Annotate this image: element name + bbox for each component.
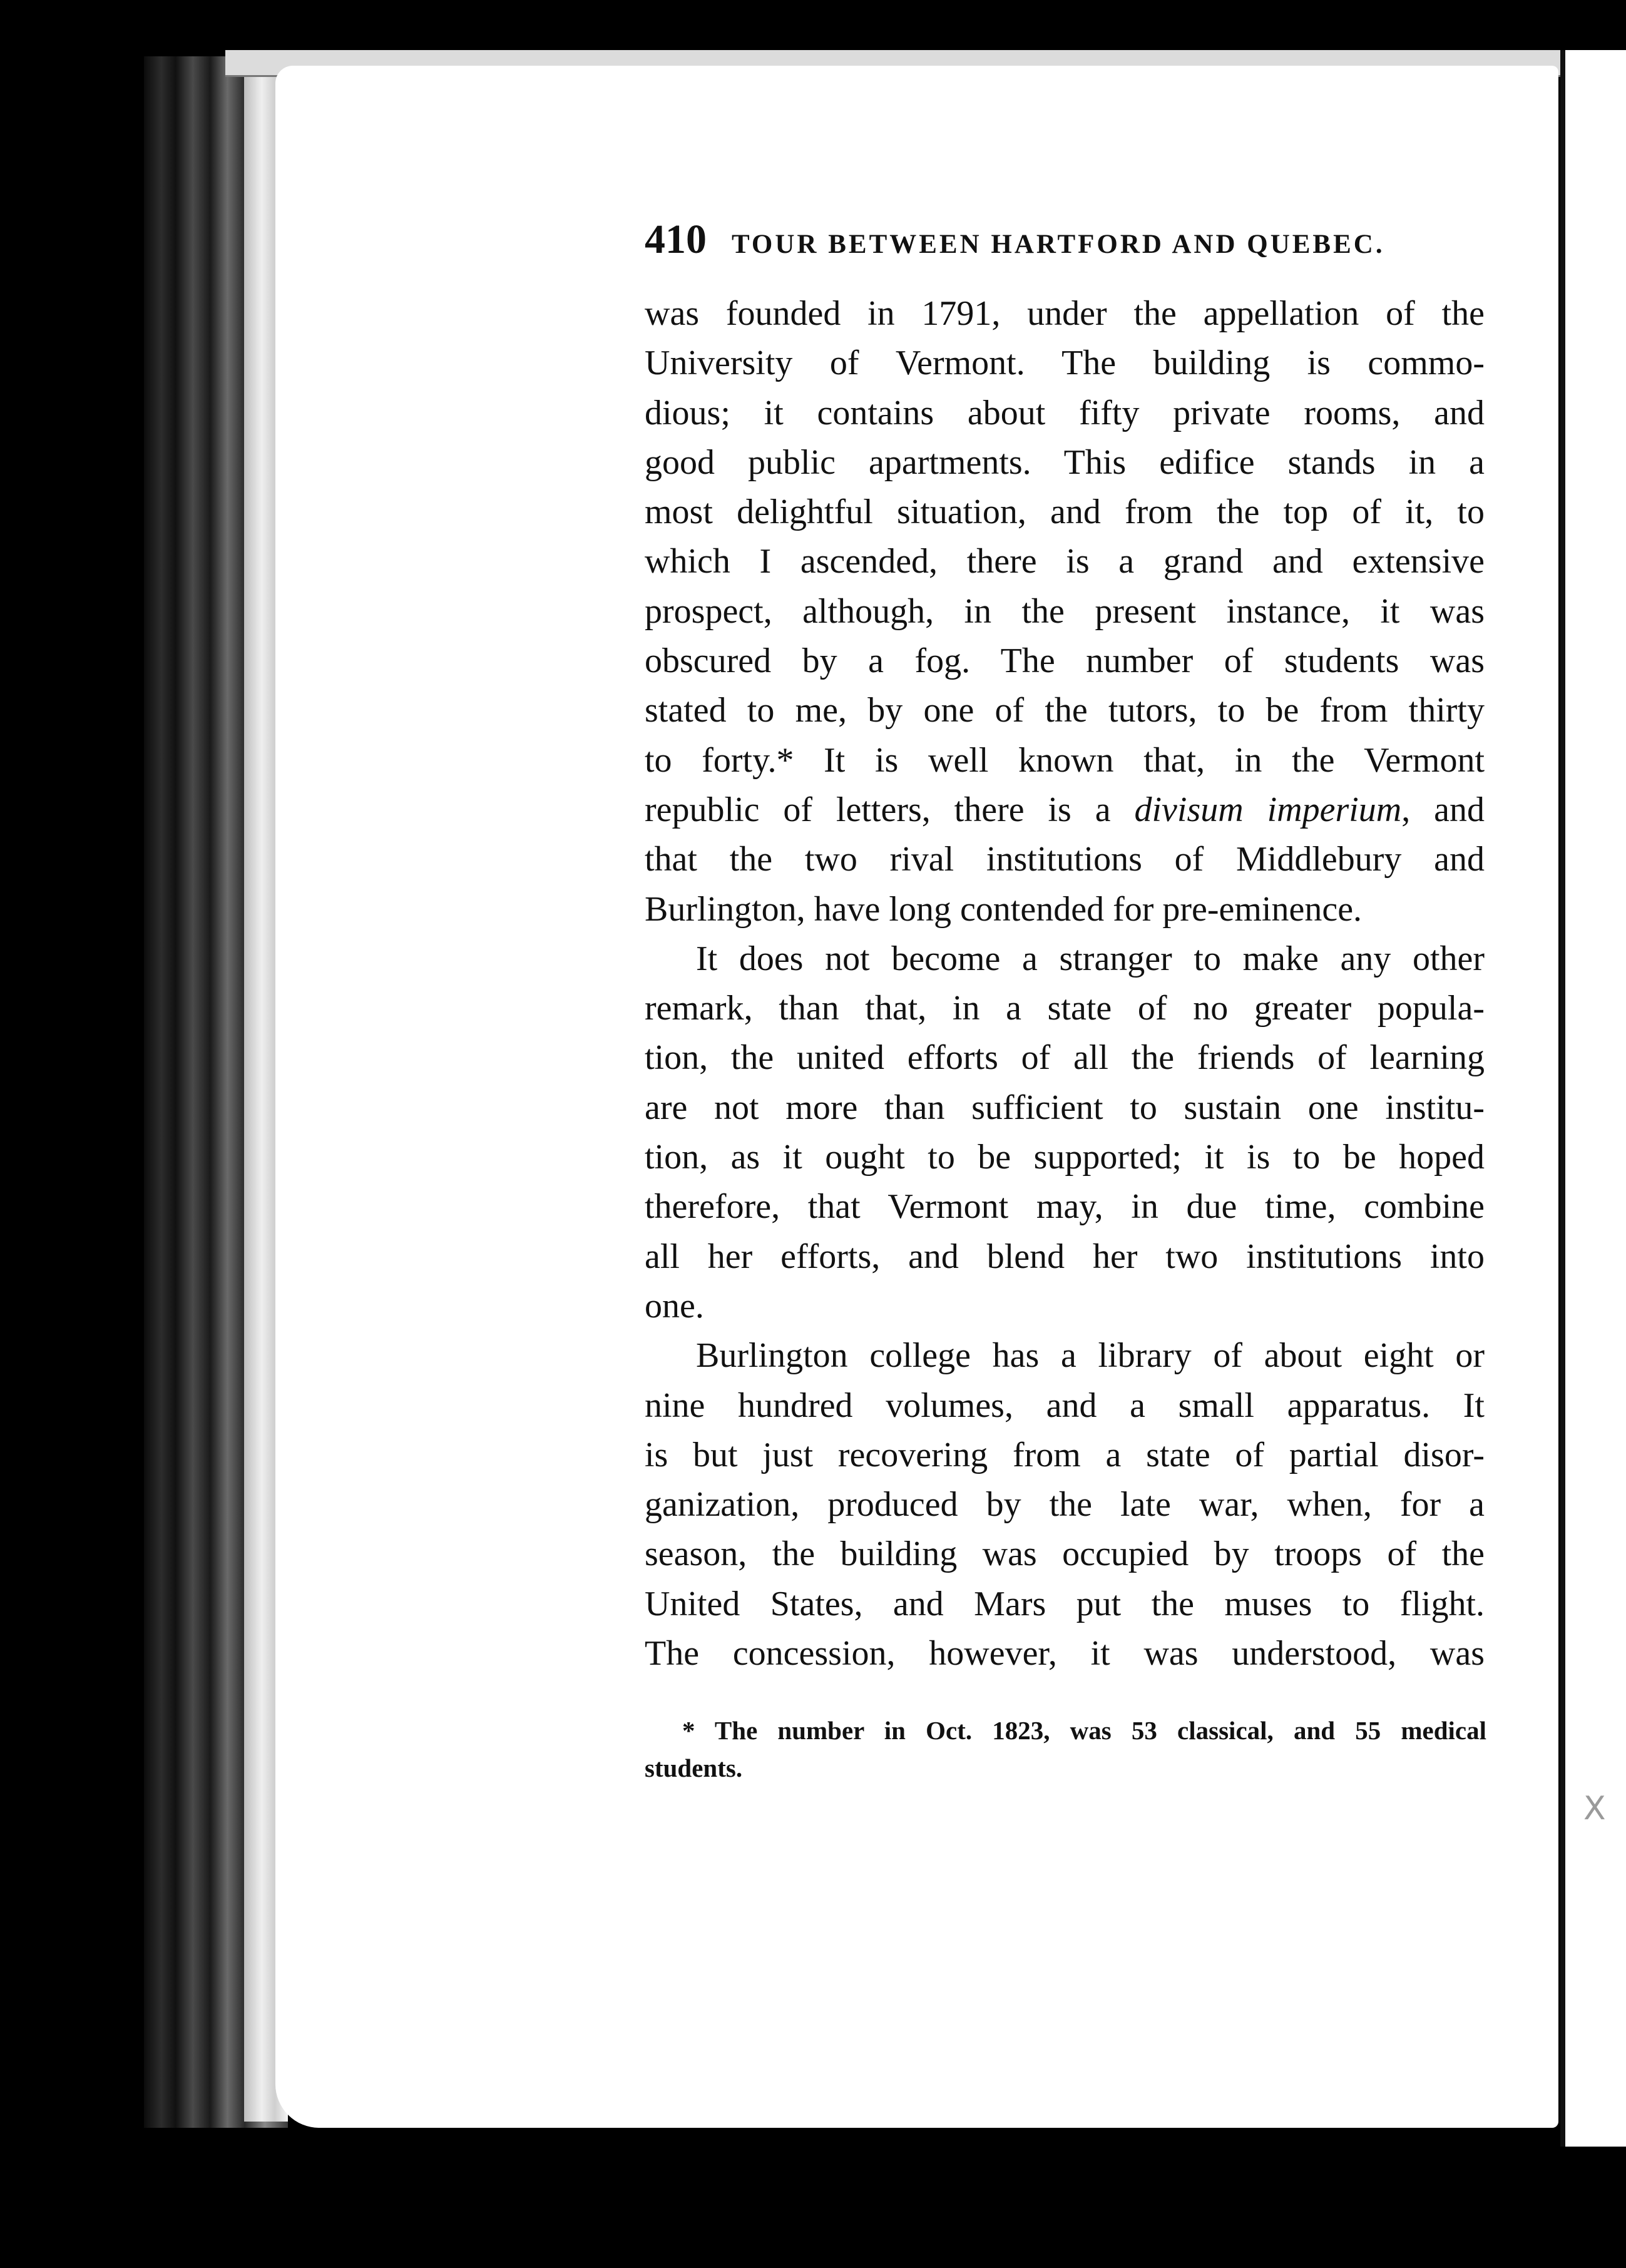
text-line: Burlington college has a library of about eight or [696,1336,1485,1376]
text-line: therefore, that Vermont may, in due time, combine [645,1187,1485,1227]
text-line: University of Vermont. The building is commo- [645,344,1485,383]
text-line: obscured by a fog. The number of students was [645,641,1485,681]
body-text [645,289,1485,1678]
text-line: season, the building was occupied by troops of the [645,1535,1485,1574]
text-line: most delightful situation, and from the top of it, to [645,493,1485,532]
footnote-line: * The number in Oct. 1823, was 53 classical, and 55 medical [682,1716,1486,1745]
text-line: It does not become a stranger to make any other [696,939,1485,978]
running-title: TOUR BETWEEN HARTFORD AND QUEBEC. [732,230,1385,259]
text-line: to forty.* It is well known that, in the Vermont [645,740,1485,780]
text-line: ganization, produced by the late war, when, for a [645,1485,1485,1525]
text-line: remark, than that, in a state of no greater popula- [645,989,1485,1028]
text-line: Burlington, have long contended for pre-eminence. [645,889,1363,929]
text-line: which I ascended, there is a grand and extensive [645,542,1485,581]
text-line: is but just recovering from a state of partial disor- [645,1435,1485,1474]
text-line: United States, and Mars put the muses to flight. [645,1584,1485,1623]
text-line: are not more than sufficient to sustain one institu- [645,1088,1485,1127]
page-header [645,216,1414,266]
italic-phrase: divisum imperium [1134,790,1402,829]
text-line: dious; it contains about fifty private rooms, and [645,393,1485,432]
text-line: good public apartments. This edifice stands in a [645,442,1485,482]
text-line: nine hundred volumes, and a small apparatus. It [645,1386,1485,1425]
text-line: tion, as it ought to be supported; it is to be hoped [645,1138,1485,1177]
text-line: all her efforts, and blend her two institutions into [645,1237,1485,1276]
text-line: stated to me, by one of the tutors, to be from thirty [645,691,1485,730]
text-line: tion, the united efforts of all the friends of learning [645,1038,1485,1078]
text-line: that the two rival institutions of Middlebury and [645,840,1485,879]
text-line: The concession, however, it was understood, was [645,1634,1485,1673]
text-line: prospect, although, in the present instance, it was [645,591,1485,631]
margin-mark: X [1583,1790,1606,1827]
text-line: republic of letters, there is a divisum imperium, and [645,790,1485,829]
right-page-strip [1560,50,1626,2147]
footnote-line: students. [645,1754,743,1782]
footnote [645,1712,1486,1787]
page-number: 410 [645,217,707,262]
text-line: was founded in 1791, under the appellation of the [645,294,1485,333]
text-line: one. [645,1286,704,1326]
